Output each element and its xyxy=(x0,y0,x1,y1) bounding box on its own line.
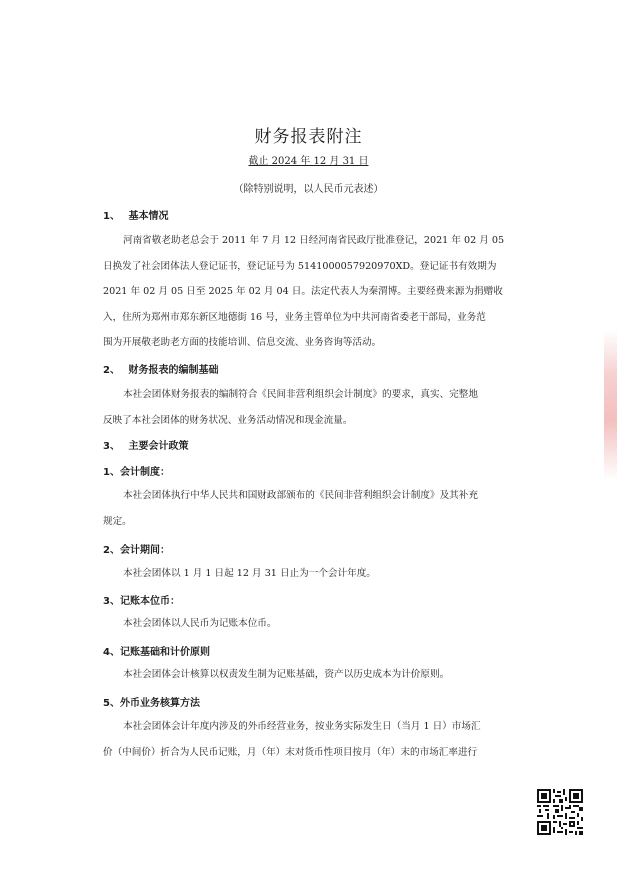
paragraph-line: 河南省敬老助老总会于 2011 年 7 月 12 日经河南省民政厅批准登记，2021 年 02 月 05 xyxy=(123,235,505,246)
paragraph-line: 规定。 xyxy=(103,515,132,527)
paragraph-line: 本社会团体会计年度内涉及的外币经营业务，按业务实际发生日（当月 1 日）市场汇 xyxy=(123,721,481,732)
section-2-paragraph xyxy=(103,382,517,433)
seal-edge xyxy=(604,330,617,480)
paragraph-line: 入，住所为郑州市郑东新区地德街 16 号，业务主管单位为中共河南省委老干部局，业务范 xyxy=(103,311,486,323)
paragraph-line: 价（中间价）折合为人民币记账，月（年）末对货币性项目按月（年）末的市场汇率进行 xyxy=(103,746,478,758)
paragraph-line: 本社会团体以 1 月 1 日起 12 月 31 日止为一个会计年度。 xyxy=(123,568,376,579)
page-title: 财务报表附注 xyxy=(254,127,363,147)
report-date: 截止 2024 年 12 月 31 日 xyxy=(248,156,369,167)
paragraph-line: 反映了本社会团体的财务状况、业务活动情况和现金流量。 xyxy=(103,414,353,426)
subsection-1-paragraph xyxy=(103,483,517,534)
subsection-3-paragraph xyxy=(103,611,517,637)
paragraph-line: 围为开展敬老助老方面的技能培训、信息交流、业务咨询等活动。 xyxy=(103,337,382,348)
subsection-heading-5: 5、外币业务核算方法 xyxy=(103,698,200,709)
qr-code-icon xyxy=(537,789,583,835)
section-number: 2、 xyxy=(103,365,120,376)
subsection-4-paragraph xyxy=(103,662,517,688)
section-number: 3、 xyxy=(103,441,120,452)
section-title: 财务报表的编制基础 xyxy=(128,365,219,376)
currency-note: （除特别说明，以人民币元表述） xyxy=(233,184,384,195)
paragraph-line: 本社会团体财务报表的编制符合《民间非营利组织会计制度》的要求，真实、完整地 xyxy=(123,389,478,400)
paragraph-line: 本社会团体会计核算以权责发生制为记账基础，资产以历史成本为计价原则。 xyxy=(123,669,450,680)
section-heading-2 xyxy=(103,361,218,376)
section-number: 1、 xyxy=(103,211,120,222)
section-title: 主要会计政策 xyxy=(128,441,189,452)
paragraph-line: 日换发了社会团体法人登记证书，登记证号为 5141000057920970XD。登记证书有效期为 xyxy=(103,260,497,272)
paragraph-line: 本社会团体执行中华人民共和国财政部颁布的《民间非营利组织会计制度》及其补充 xyxy=(123,490,478,501)
subsection-heading-3: 3、记账本位币： xyxy=(103,596,180,607)
section-title: 基本情况 xyxy=(128,211,169,222)
section-1-paragraph xyxy=(103,228,517,356)
subsection-heading-2: 2、会计期间： xyxy=(103,545,170,556)
subsection-heading-4: 4、记账基础和计价原则 xyxy=(103,647,210,658)
paragraph-line: 本社会团体以人民币为记账本位币。 xyxy=(123,618,277,629)
subsection-heading-1: 1、会计制度： xyxy=(103,467,170,478)
subsection-5-paragraph xyxy=(103,714,517,765)
section-heading-1 xyxy=(103,207,168,222)
paragraph-line: 2021 年 02 月 05 日至 2025 年 02 月 04 日。法定代表人为秦渭博。主要经费来源为捐赠收 xyxy=(103,286,503,297)
subsection-2-paragraph xyxy=(103,561,517,587)
section-heading-3 xyxy=(103,437,188,452)
